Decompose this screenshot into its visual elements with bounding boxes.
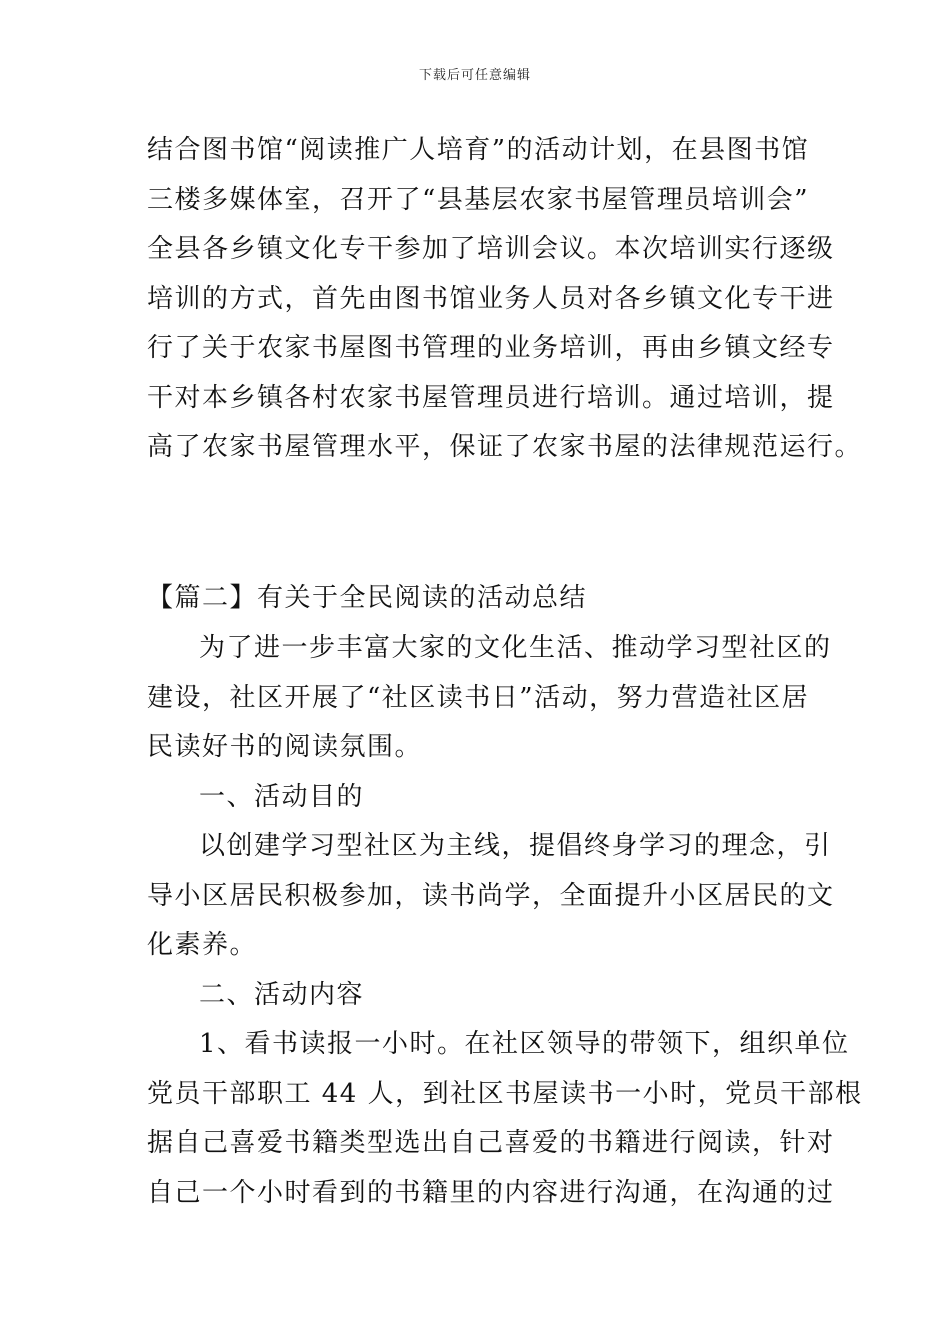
text-line: 高了农家书屋管理水平，保证了农家书屋的法律规范运行。 xyxy=(147,432,863,462)
text-line: 1、看书读报一小时。在社区领导的带领下，组织单位 xyxy=(199,1029,850,1059)
paragraph-intro xyxy=(147,624,863,1218)
text-line: 化素养。 xyxy=(147,930,258,960)
text-line: 党员干部职工 44 人，到社区书屋读书一小时，党员干部根 xyxy=(147,1078,863,1109)
page-header-note: 下载后可任意编辑 xyxy=(418,68,531,83)
text-line: 全县各乡镇文化专干参加了培训会议。本次培训实行逐级 xyxy=(147,234,835,264)
text-line: 为了进一步丰富大家的文化生活、推动学习型社区的 xyxy=(199,633,832,663)
paragraph-section-1 xyxy=(147,126,863,473)
heading-content: 二、活动内容 xyxy=(199,979,365,1010)
text-line: 以创建学习型社区为主线，提倡终身学习的理念，引 xyxy=(199,831,832,861)
text-line: 结合图书馆“阅读推广人培育”的活动计划，在县图书馆 xyxy=(147,135,810,165)
heading-purpose: 一、活动目的 xyxy=(199,781,365,812)
text-line: 据自己喜爱书籍类型选出自己喜爱的书籍进行阅读，针对 xyxy=(147,1128,835,1158)
text-line: 导小区居民积极参加，读书尚学，全面提升小区居民的文 xyxy=(147,880,835,911)
text-line: 行了关于农家书屋图书管理的业务培训，再由乡镇文经专 xyxy=(147,333,835,363)
text-line: 三楼多媒体室，召开了“县基层农家书屋管理员培训会” xyxy=(147,184,810,215)
text-line: 自己一个小时看到的书籍里的内容进行沟通，在沟通的过 xyxy=(147,1177,835,1208)
section-title-text: 【篇二】有关于全民阅读的活动总结 xyxy=(147,583,588,613)
text-line: 干对本乡镇各村农家书屋管理员进行培训。通过培训，提 xyxy=(147,382,835,413)
text-line: 建设，社区开展了“社区读书日”活动，努力营造社区居 xyxy=(147,682,810,713)
section-title xyxy=(147,574,807,624)
text-line: 民读好书的阅读氛围。 xyxy=(147,732,423,762)
text-line: 培训的方式，首先由图书馆业务人员对各乡镇文化专干进 xyxy=(147,283,835,314)
